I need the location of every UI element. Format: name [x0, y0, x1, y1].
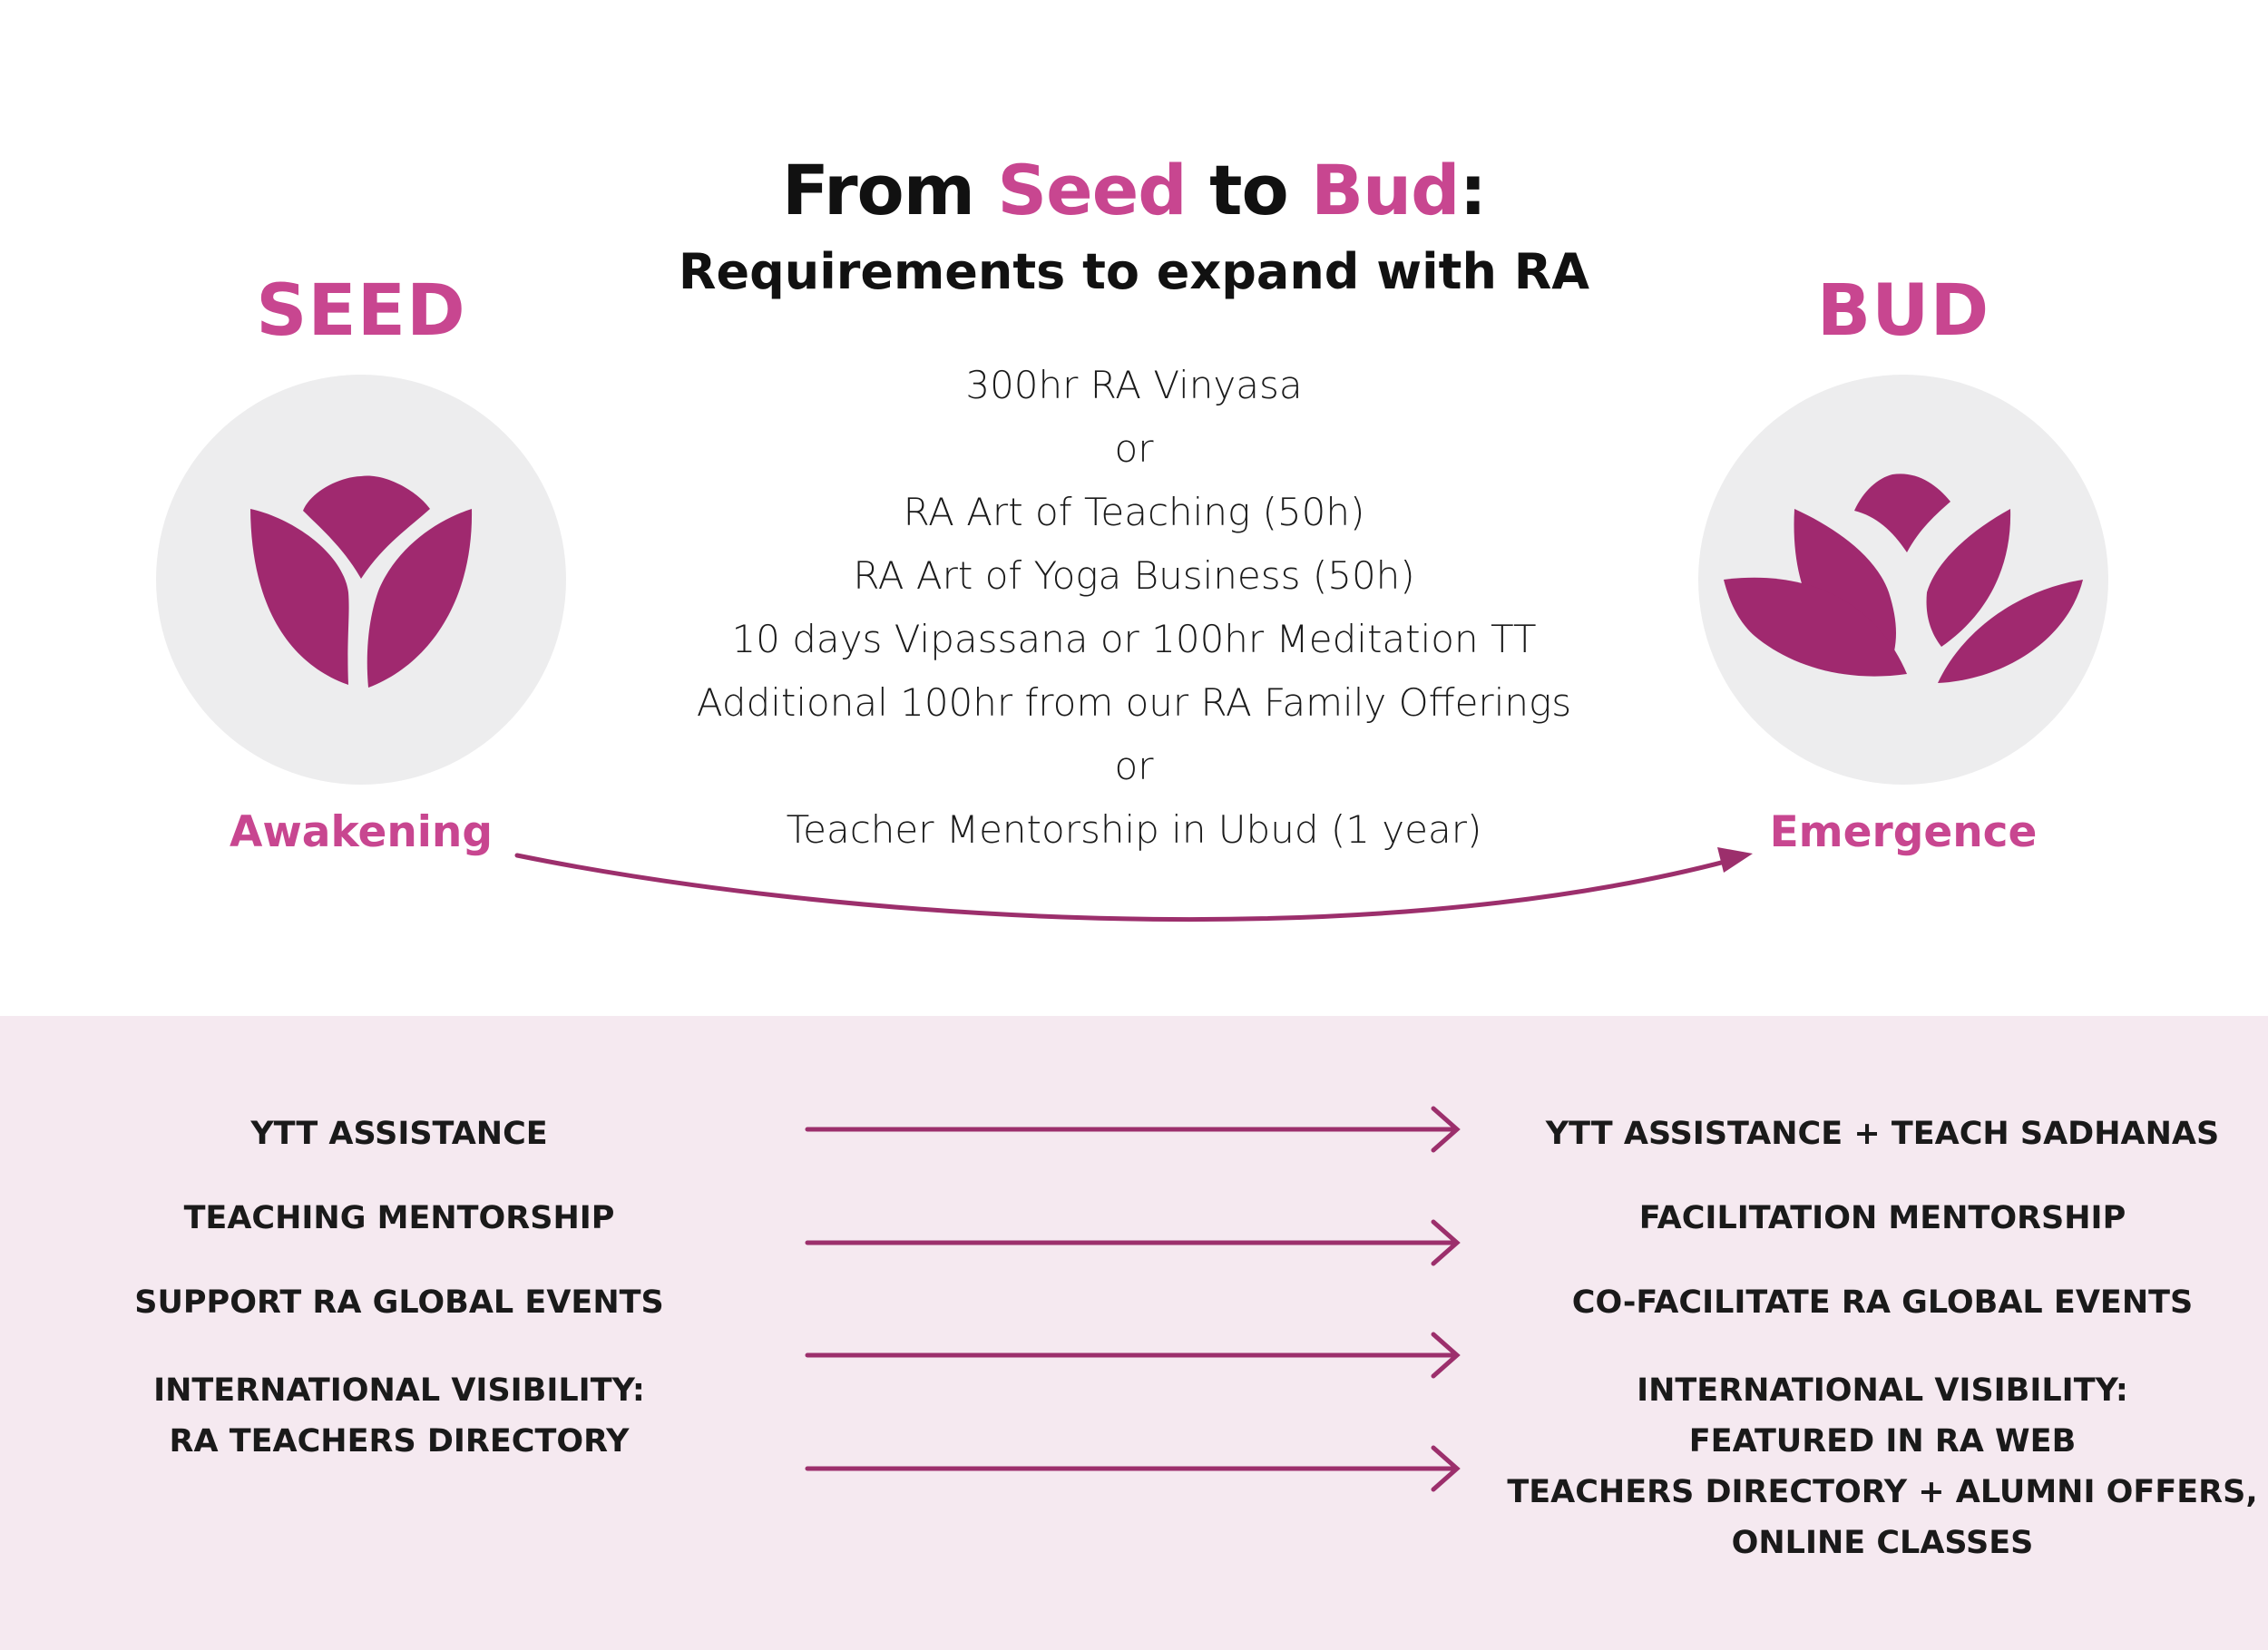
bud-benefit-2 [1497, 1193, 2268, 1244]
bud-stage-name: BUD [1816, 270, 1990, 352]
lotus-bud-icon [1698, 375, 2108, 785]
page-title [0, 150, 2268, 230]
seed-benefit-line: INTERNATIONAL VISIBILITY: [153, 1372, 645, 1409]
bud-benefit-line: YTT ASSISTANCE + TEACH SADHANAS [1545, 1116, 2220, 1152]
title-seed-word: Seed [997, 150, 1187, 230]
bud-stage-word: Emergence [1769, 807, 2038, 857]
seed-benefit-line: SUPPORT RA GLOBAL EVENTS [134, 1284, 664, 1321]
bud-benefit-line: INTERNATIONAL VISIBILITY: [1637, 1372, 2128, 1409]
bud-benefit-1 [1497, 1108, 2268, 1159]
requirements-list [590, 354, 1678, 862]
seed-stage-name: SEED [256, 270, 466, 352]
seed-benefit-line: YTT ASSISTANCE [250, 1116, 548, 1152]
requirement-item: or [1114, 744, 1154, 788]
requirement-item: 10 days Vipassana or 100hr Meditation TT [731, 617, 1537, 661]
page-subtitle: Requirements to expand with RA [678, 243, 1590, 300]
bud-benefit-3 [1497, 1277, 2268, 1328]
bud-benefit-4 [1497, 1365, 2268, 1568]
seed-benefit-4 [91, 1365, 708, 1467]
requirement-item: RA Art of Teaching (50h) [903, 490, 1365, 534]
bud-benefit-line: ONLINE CLASSES [1731, 1525, 2034, 1561]
title-text-3: : [1459, 150, 1486, 230]
title-bud-word: Bud [1311, 150, 1460, 230]
bud-benefit-line: FACILITATION MENTORSHIP [1638, 1200, 2126, 1236]
seed-stage-word: Awakening [229, 807, 494, 857]
title-text-2: to [1186, 150, 1312, 230]
progression-arrow-curve [517, 855, 1742, 920]
seed-benefit-2 [91, 1193, 708, 1244]
lotus-seed-icon [156, 375, 566, 785]
bud-benefit-line: TEACHERS DIRECTORY + ALUMNI OFFERS, [1507, 1474, 2258, 1510]
seed-benefit-line: RA TEACHERS DIRECTORY [169, 1423, 630, 1460]
requirement-item: or [1114, 426, 1154, 471]
title-text-1: From [782, 150, 998, 230]
bud-top-petal [1854, 474, 1950, 552]
bud-circle [1698, 375, 2108, 785]
seed-circle [156, 375, 566, 785]
requirement-item: Teacher Mentorship in Ubud (1 year) [786, 807, 1482, 852]
requirement-item: 300hr RA Vinyasa [965, 363, 1303, 407]
seed-benefit-line: TEACHING MENTORSHIP [183, 1200, 615, 1236]
bud-benefit-line: FEATURED IN RA WEB [1688, 1423, 2077, 1460]
requirement-item: Additional 100hr from our RA Family Offerings [696, 680, 1572, 725]
bud-benefit-line: CO-FACILITATE RA GLOBAL EVENTS [1571, 1284, 2194, 1321]
requirement-item: RA Art of Yoga Business (50h) [853, 553, 1415, 598]
seed-benefit-1 [91, 1108, 708, 1159]
seed-benefit-3 [91, 1277, 708, 1328]
